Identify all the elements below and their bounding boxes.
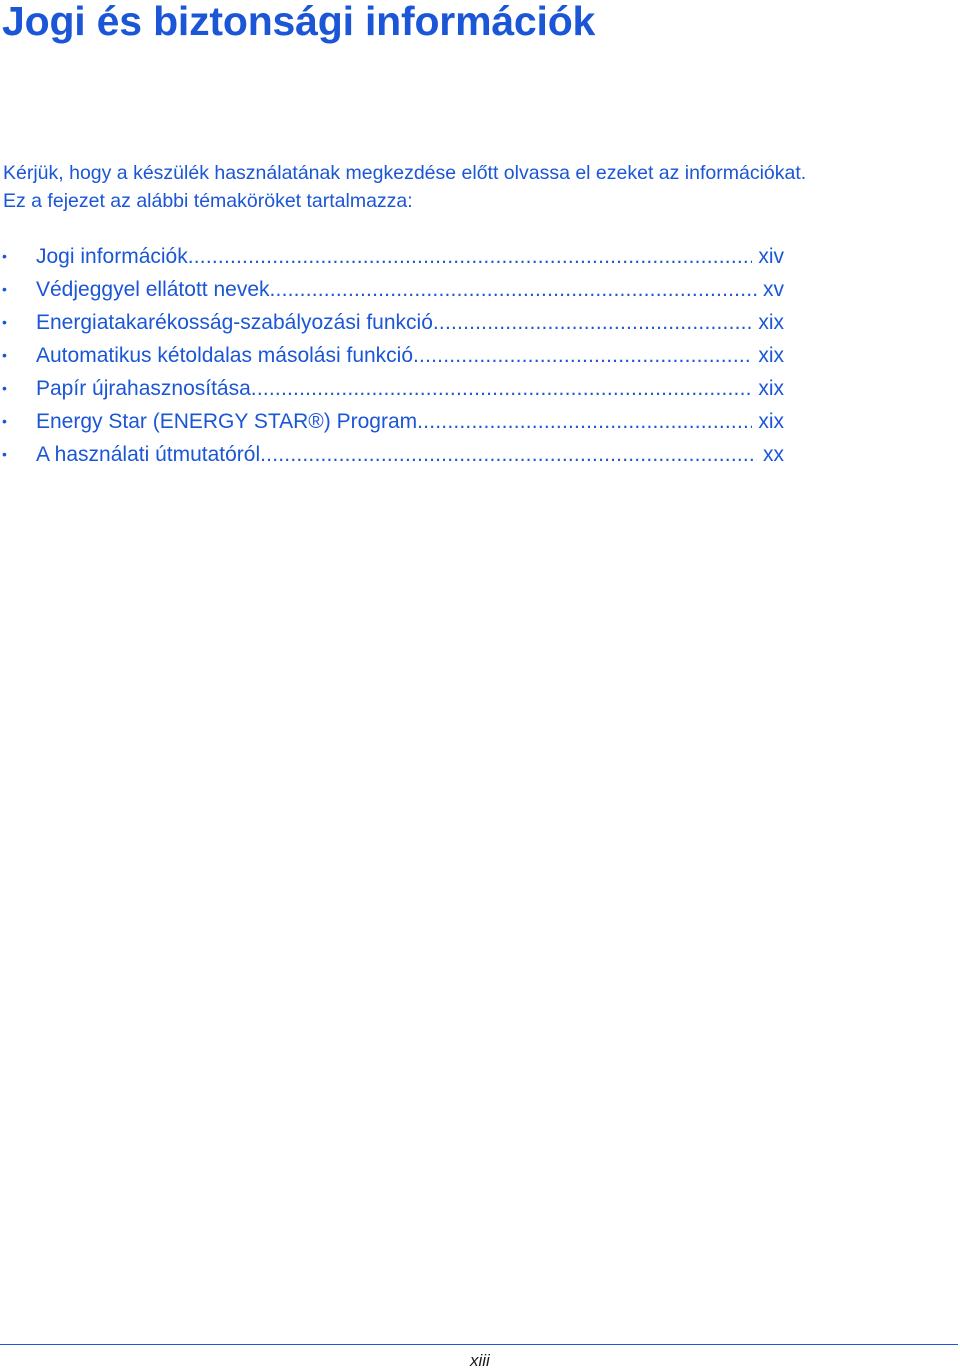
bullet-icon: •	[2, 248, 7, 264]
toc-item-papir-ujrahasznositasa[interactable]	[0, 372, 784, 405]
toc-entry-label[interactable]: A használati útmutatóról	[36, 443, 261, 466]
toc-item-hasznalati-utmutatorol[interactable]	[0, 438, 784, 471]
toc-entry-page[interactable]: xx	[763, 443, 784, 466]
toc-item-jogi-informaciok[interactable]	[0, 240, 784, 273]
intro-line-2: Ez a fejezet az alábbi témaköröket tartalmazza:	[3, 190, 413, 212]
toc-entry[interactable]	[36, 273, 784, 306]
toc-item-automatikus-ketoldalas[interactable]	[0, 339, 784, 372]
toc-entry[interactable]	[36, 339, 784, 372]
dot-leader	[251, 372, 753, 405]
toc-entry-page[interactable]: xix	[758, 410, 784, 433]
bullet-icon: •	[2, 446, 7, 462]
toc-entry[interactable]	[36, 438, 784, 471]
toc-entry-label[interactable]: Papír újrahasznosítása	[36, 377, 251, 400]
dot-leader	[260, 438, 757, 471]
toc-entry[interactable]	[36, 405, 784, 438]
footer-divider	[0, 1344, 958, 1345]
toc-entry-page[interactable]: xix	[758, 344, 784, 367]
table-of-contents	[0, 240, 784, 471]
toc-entry-page[interactable]: xiv	[758, 245, 784, 268]
dot-leader	[413, 339, 752, 372]
toc-entry-label[interactable]: Védjeggyel ellátott nevek	[36, 278, 270, 301]
intro-line-1: Kérjük, hogy a készülék használatának megkezdése előtt olvassa el ezeket az információkat.	[3, 162, 807, 184]
dot-leader	[270, 273, 758, 306]
toc-entry-label[interactable]: Automatikus kétoldalas másolási funkció	[36, 344, 414, 367]
intro-text	[3, 159, 806, 215]
bullet-icon: •	[2, 314, 7, 330]
dot-leader	[188, 240, 753, 273]
dot-leader	[433, 306, 752, 339]
dot-leader	[417, 405, 752, 438]
toc-entry-label[interactable]: Energy Star (ENERGY STAR®) Program	[36, 410, 418, 433]
page-title: Jogi és biztonsági információk	[2, 0, 596, 44]
toc-item-vedjeggyel-ellatott-nevek[interactable]	[0, 273, 784, 306]
toc-entry-page[interactable]: xix	[758, 377, 784, 400]
bullet-icon: •	[2, 347, 7, 363]
toc-entry[interactable]	[36, 372, 784, 405]
toc-entry-label[interactable]: Energiatakarékosság-szabályozási funkció	[36, 311, 433, 334]
page-number: xiii	[470, 1351, 490, 1370]
toc-entry-page[interactable]: xix	[758, 311, 784, 334]
toc-item-energiatakarekossag[interactable]	[0, 306, 784, 339]
bullet-icon: •	[2, 281, 7, 297]
bullet-icon: •	[2, 413, 7, 429]
toc-entry-page[interactable]: xv	[763, 278, 784, 301]
bullet-icon: •	[2, 380, 7, 396]
toc-entry-label[interactable]: Jogi információk	[36, 245, 188, 268]
toc-entry[interactable]	[36, 240, 784, 273]
toc-entry[interactable]	[36, 306, 784, 339]
toc-item-energy-star[interactable]	[0, 405, 784, 438]
